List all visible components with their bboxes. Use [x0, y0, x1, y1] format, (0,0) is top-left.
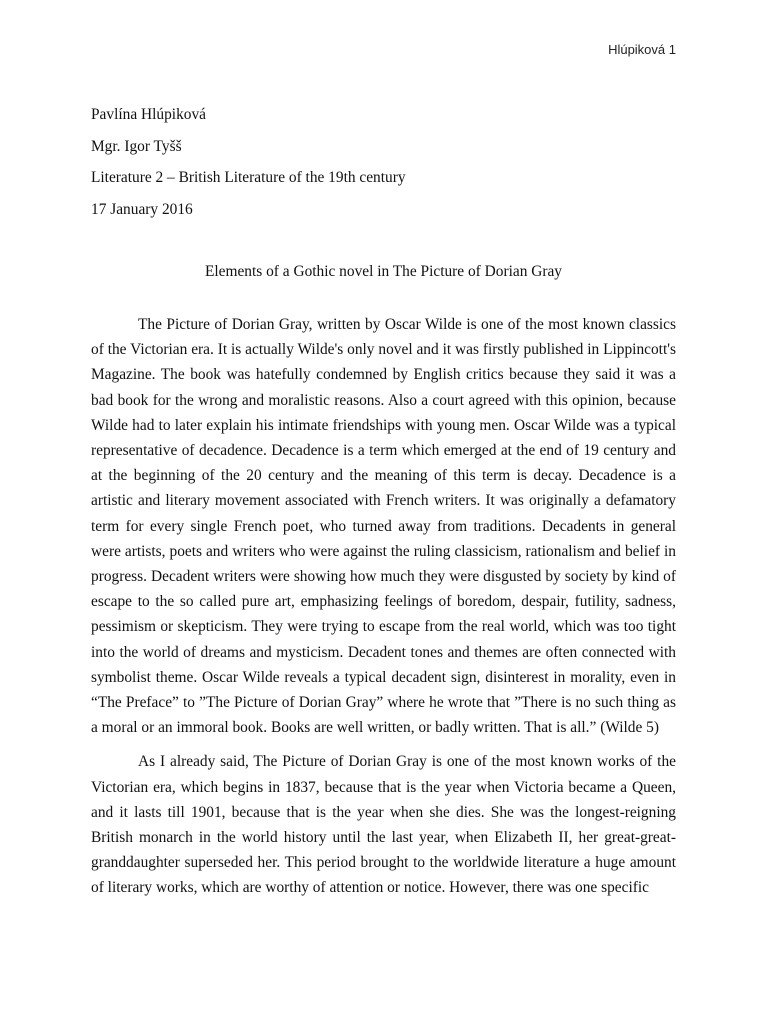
course-name: Literature 2 – British Literature of the 19th century: [91, 169, 406, 186]
essay-title: Elements of a Gothic novel in The Picture of Dorian Gray: [204, 263, 563, 280]
running-head: Hlúpiková 1: [608, 42, 676, 57]
instructor-name: Mgr. Igor Tyšš: [91, 137, 182, 155]
author-name: Pavlína Hlúpiková: [91, 106, 206, 123]
paragraph: The Picture of Dorian Gray, written by Oscar Wilde is one of the most known classics of the Victorian era. It is actually Wilde's only novel and it was firstly published in Lippincott's Magazine. The book was hatefully condemned by English critics because they said it was a bad book for the wrong and moralistic reasons. Also a court agreed with this opinion, because Wilde had to later explain his intimate friendships with young men. Oscar Wilde was a typical representative of decadence. Decadence is a term which emerged at the end of 19 century and at the beginning of the 20 century and the meaning of this term is decay. Decadence is a artistic and literary movement associated with French writers. It was originally a defamatory term for every single French poet, who turned away from traditions. Decadents in general were artists, poets and writers who were against the ruling classicism, rationalism and belief in progress. Decadent writers were showing how much they were disgusted by society by kind of escape to the so called pure art, emphasizing feelings of boredom, despair, futility, sadness, pessimism or skepticism. They were trying to escape from the real world, which was too tight into the world of dreams and mysticism. Decadent tones and themes are often connected with symbolist theme. Oscar Wilde reveals a typical decadent sign, disinterest in morality, even in “The Preface” to ”The Picture of Dorian Gray” where he wrote that ”There is no such thing as a moral or an immoral book. Books are well written, or badly written. That is all.” (Wilde 5): [91, 316, 676, 737]
date: 17 January 2016: [91, 200, 193, 218]
mla-heading: [91, 103, 676, 229]
paragraph: As I already said, The Picture of Dorian Gray is one of the most known works of the Victorian era, which begins in 1837, because that is the year when Victoria became a Queen, and it lasts till 1901, because that is the year when she dies. She was the longest-reigning British monarch in the world history until the last year, when Elizabeth II, her great-great-granddaughter superseded her. This period brought to the worldwide literature a huge amount of literary works, which are worthy of attention or notice. However, there was one specific: [91, 753, 676, 897]
essay-body: [91, 312, 676, 910]
